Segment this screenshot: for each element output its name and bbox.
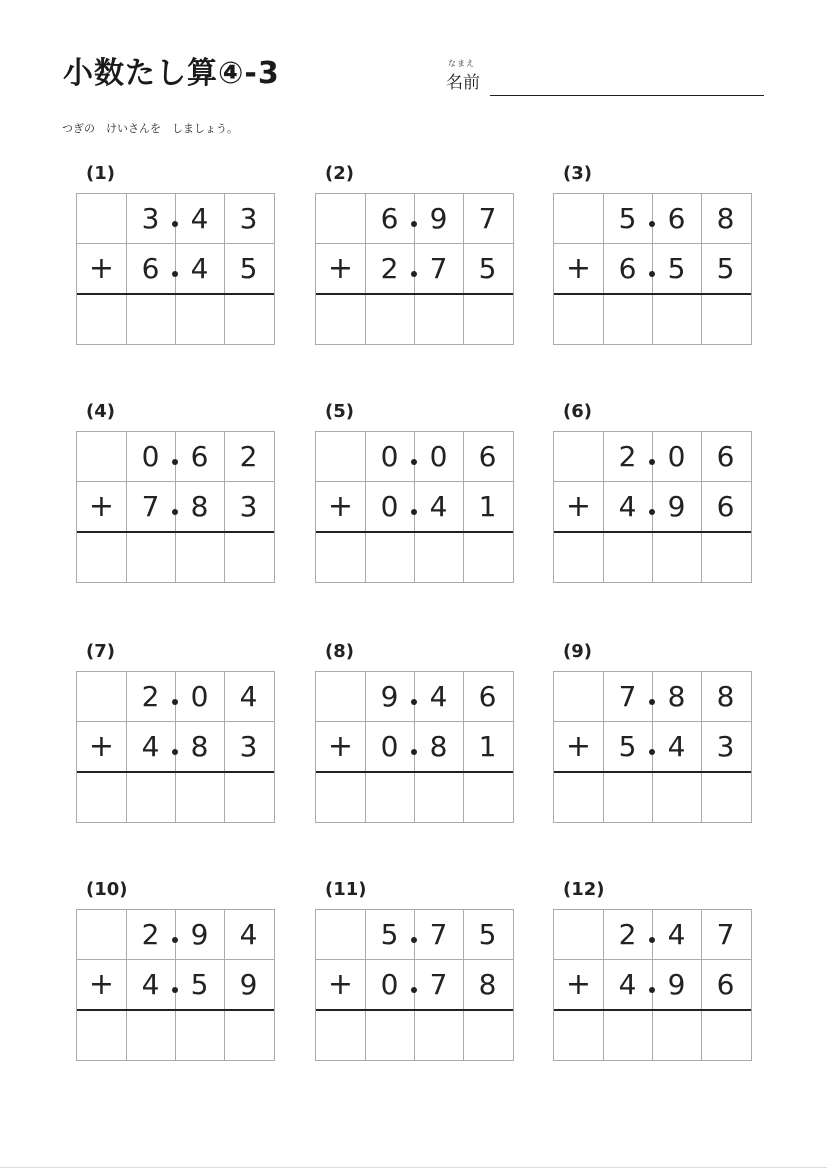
- decimal-point: [411, 221, 417, 227]
- second-addend-digit: 9: [667, 968, 686, 1001]
- addend-digit: 4: [239, 680, 258, 713]
- addition-grid: [315, 671, 514, 823]
- decimal-point: [172, 987, 178, 993]
- second-addend-digit: 0: [380, 968, 399, 1001]
- addend-digit: 7: [429, 918, 448, 951]
- addend-digit: 8: [716, 680, 735, 713]
- answer-cell[interactable]: [175, 294, 224, 343]
- decimal-point: [649, 459, 655, 465]
- second-addend-digit: 8: [190, 490, 209, 523]
- answer-cell[interactable]: [554, 772, 603, 821]
- problem-3: [553, 163, 753, 348]
- addend-digit: 3: [141, 202, 160, 235]
- problem-number: (7): [86, 641, 115, 662]
- answer-cell[interactable]: [603, 772, 652, 821]
- addend-digit: 0: [141, 440, 160, 473]
- addition-grid: [553, 431, 752, 583]
- second-addend-digit: 7: [429, 968, 448, 1001]
- problem-number: (2): [325, 163, 354, 184]
- second-addend-digit: 3: [239, 490, 258, 523]
- answer-cell[interactable]: [652, 1010, 701, 1059]
- addend-digit: 7: [478, 202, 497, 235]
- addition-grid: [315, 193, 514, 345]
- problem-11: [315, 879, 515, 1064]
- problem-number: (10): [86, 879, 128, 900]
- second-addend-digit: 5: [239, 252, 258, 285]
- decimal-point: [649, 937, 655, 943]
- addend-digit: 5: [380, 918, 399, 951]
- decimal-point: [411, 987, 417, 993]
- addition-grid: [76, 431, 275, 583]
- answer-cell[interactable]: [701, 1010, 750, 1059]
- addend-digit: 9: [380, 680, 399, 713]
- answer-cell[interactable]: [224, 772, 273, 821]
- answer-cell[interactable]: [701, 772, 750, 821]
- addend-digit: 6: [380, 202, 399, 235]
- answer-cell[interactable]: [554, 294, 603, 343]
- addition-grid: [76, 671, 275, 823]
- answer-cell[interactable]: [224, 532, 273, 581]
- addition-grid: [315, 431, 514, 583]
- decimal-point: [172, 271, 178, 277]
- second-addend-digit: 6: [141, 252, 160, 285]
- answer-cell[interactable]: [365, 1010, 414, 1059]
- problem-9: [553, 641, 753, 826]
- addend-digit: 5: [618, 202, 637, 235]
- page-bottom-divider: [0, 1167, 827, 1168]
- second-addend-digit: 4: [190, 252, 209, 285]
- addend-digit: 9: [190, 918, 209, 951]
- decimal-point: [172, 221, 178, 227]
- second-addend-digit: 5: [618, 730, 637, 763]
- page-title: 小数たし算④-3: [63, 56, 280, 91]
- answer-cell[interactable]: [554, 1010, 603, 1059]
- decimal-point: [172, 937, 178, 943]
- second-addend-digit: 6: [716, 490, 735, 523]
- answer-cell[interactable]: [701, 294, 750, 343]
- problem-number: (5): [325, 401, 354, 422]
- decimal-point: [411, 937, 417, 943]
- answer-cell[interactable]: [224, 294, 273, 343]
- plus-operator: +: [565, 967, 592, 1002]
- second-addend-digit: 6: [716, 968, 735, 1001]
- answer-cell[interactable]: [463, 1010, 512, 1059]
- answer-cell[interactable]: [316, 294, 365, 343]
- second-addend-digit: 1: [478, 490, 497, 523]
- second-addend-digit: 4: [618, 968, 637, 1001]
- decimal-point: [649, 221, 655, 227]
- second-addend-digit: 5: [716, 252, 735, 285]
- answer-cell[interactable]: [414, 532, 463, 581]
- problem-number: (8): [325, 641, 354, 662]
- decimal-point: [172, 459, 178, 465]
- second-addend-digit: 8: [429, 730, 448, 763]
- answer-cell[interactable]: [126, 294, 175, 343]
- name-input-line[interactable]: [490, 95, 764, 96]
- decimal-point: [411, 699, 417, 705]
- answer-cell[interactable]: [77, 294, 126, 343]
- addition-grid: [76, 193, 275, 345]
- addend-digit: 0: [190, 680, 209, 713]
- answer-cell[interactable]: [77, 772, 126, 821]
- answer-cell[interactable]: [463, 772, 512, 821]
- addend-digit: 4: [429, 680, 448, 713]
- second-addend-digit: 5: [478, 252, 497, 285]
- addend-digit: 4: [190, 202, 209, 235]
- addend-digit: 0: [380, 440, 399, 473]
- plus-operator: +: [565, 489, 592, 524]
- name-label: 名前: [446, 73, 480, 93]
- problem-8: [315, 641, 515, 826]
- answer-cell[interactable]: [603, 294, 652, 343]
- addend-digit: 3: [239, 202, 258, 235]
- addition-grid: [315, 909, 514, 1061]
- plus-operator: +: [88, 251, 115, 286]
- decimal-point: [649, 749, 655, 755]
- answer-cell[interactable]: [77, 1010, 126, 1059]
- answer-cell[interactable]: [652, 772, 701, 821]
- addend-digit: 0: [429, 440, 448, 473]
- addend-digit: 2: [141, 680, 160, 713]
- decimal-point: [411, 271, 417, 277]
- addend-digit: 8: [667, 680, 686, 713]
- answer-cell[interactable]: [463, 532, 512, 581]
- addend-digit: 7: [716, 918, 735, 951]
- decimal-point: [172, 699, 178, 705]
- addition-grid: [76, 909, 275, 1061]
- addend-digit: 0: [667, 440, 686, 473]
- answer-cell[interactable]: [175, 772, 224, 821]
- plus-operator: +: [88, 967, 115, 1002]
- name-ruby: なまえ: [448, 59, 475, 68]
- second-addend-digit: 7: [429, 252, 448, 285]
- second-addend-digit: 5: [667, 252, 686, 285]
- second-addend-digit: 0: [380, 490, 399, 523]
- second-addend-digit: 9: [239, 968, 258, 1001]
- addend-digit: 2: [141, 918, 160, 951]
- addend-digit: 4: [239, 918, 258, 951]
- problem-10: [76, 879, 276, 1064]
- second-addend-digit: 9: [667, 490, 686, 523]
- addend-digit: 6: [667, 202, 686, 235]
- decimal-point: [172, 749, 178, 755]
- second-addend-digit: 3: [716, 730, 735, 763]
- second-addend-digit: 3: [239, 730, 258, 763]
- answer-cell[interactable]: [316, 772, 365, 821]
- problem-number: (12): [563, 879, 605, 900]
- addition-grid: [553, 909, 752, 1061]
- second-addend-digit: 0: [380, 730, 399, 763]
- second-addend-digit: 4: [429, 490, 448, 523]
- plus-operator: +: [327, 251, 354, 286]
- plus-operator: +: [327, 489, 354, 524]
- addend-digit: 8: [716, 202, 735, 235]
- answer-cell[interactable]: [603, 532, 652, 581]
- addition-grid: [553, 671, 752, 823]
- problem-number: (1): [86, 163, 115, 184]
- answer-cell[interactable]: [365, 532, 414, 581]
- addend-digit: 5: [478, 918, 497, 951]
- addend-digit: 9: [429, 202, 448, 235]
- answer-cell[interactable]: [652, 294, 701, 343]
- addend-digit: 7: [618, 680, 637, 713]
- decimal-point: [411, 459, 417, 465]
- answer-cell[interactable]: [316, 532, 365, 581]
- problem-12: [553, 879, 753, 1064]
- problem-1: [76, 163, 276, 348]
- answer-cell[interactable]: [463, 294, 512, 343]
- problem-number: (6): [563, 401, 592, 422]
- second-addend-digit: 2: [380, 252, 399, 285]
- decimal-point: [649, 509, 655, 515]
- decimal-point: [649, 271, 655, 277]
- instruction-text: つぎの けいさんを しましょう。: [62, 122, 238, 135]
- addend-digit: 4: [667, 918, 686, 951]
- answer-cell[interactable]: [316, 1010, 365, 1059]
- second-addend-digit: 4: [618, 490, 637, 523]
- plus-operator: +: [327, 967, 354, 1002]
- second-addend-digit: 4: [141, 730, 160, 763]
- decimal-point: [649, 699, 655, 705]
- problem-number: (4): [86, 401, 115, 422]
- plus-operator: +: [88, 489, 115, 524]
- answer-cell[interactable]: [365, 772, 414, 821]
- answer-cell[interactable]: [603, 1010, 652, 1059]
- second-addend-digit: 4: [141, 968, 160, 1001]
- answer-cell[interactable]: [77, 532, 126, 581]
- addend-digit: 2: [618, 918, 637, 951]
- problem-4: [76, 401, 276, 586]
- answer-cell[interactable]: [414, 294, 463, 343]
- problem-number: (9): [563, 641, 592, 662]
- problem-number: (11): [325, 879, 367, 900]
- second-addend-digit: 5: [190, 968, 209, 1001]
- second-addend-digit: 8: [478, 968, 497, 1001]
- problem-5: [315, 401, 515, 586]
- second-addend-digit: 6: [618, 252, 637, 285]
- plus-operator: +: [565, 251, 592, 286]
- problem-number: (3): [563, 163, 592, 184]
- answer-cell[interactable]: [126, 532, 175, 581]
- decimal-point: [411, 509, 417, 515]
- answer-cell[interactable]: [554, 532, 603, 581]
- addition-grid: [553, 193, 752, 345]
- addend-digit: 6: [478, 680, 497, 713]
- answer-cell[interactable]: [126, 1010, 175, 1059]
- answer-cell[interactable]: [701, 532, 750, 581]
- second-addend-digit: 4: [667, 730, 686, 763]
- answer-cell[interactable]: [365, 294, 414, 343]
- addend-digit: 6: [190, 440, 209, 473]
- addend-digit: 6: [478, 440, 497, 473]
- decimal-point: [649, 987, 655, 993]
- plus-operator: +: [327, 729, 354, 764]
- plus-operator: +: [88, 729, 115, 764]
- answer-cell[interactable]: [414, 1010, 463, 1059]
- addend-digit: 2: [239, 440, 258, 473]
- problem-2: [315, 163, 515, 348]
- decimal-point: [172, 509, 178, 515]
- plus-operator: +: [565, 729, 592, 764]
- addend-digit: 6: [716, 440, 735, 473]
- answer-cell[interactable]: [224, 1010, 273, 1059]
- second-addend-digit: 1: [478, 730, 497, 763]
- answer-cell[interactable]: [126, 772, 175, 821]
- answer-cell[interactable]: [414, 772, 463, 821]
- answer-cell[interactable]: [652, 532, 701, 581]
- answer-cell[interactable]: [175, 532, 224, 581]
- second-addend-digit: 7: [141, 490, 160, 523]
- decimal-point: [411, 749, 417, 755]
- problem-6: [553, 401, 753, 586]
- problem-7: [76, 641, 276, 826]
- addend-digit: 2: [618, 440, 637, 473]
- answer-cell[interactable]: [175, 1010, 224, 1059]
- second-addend-digit: 8: [190, 730, 209, 763]
